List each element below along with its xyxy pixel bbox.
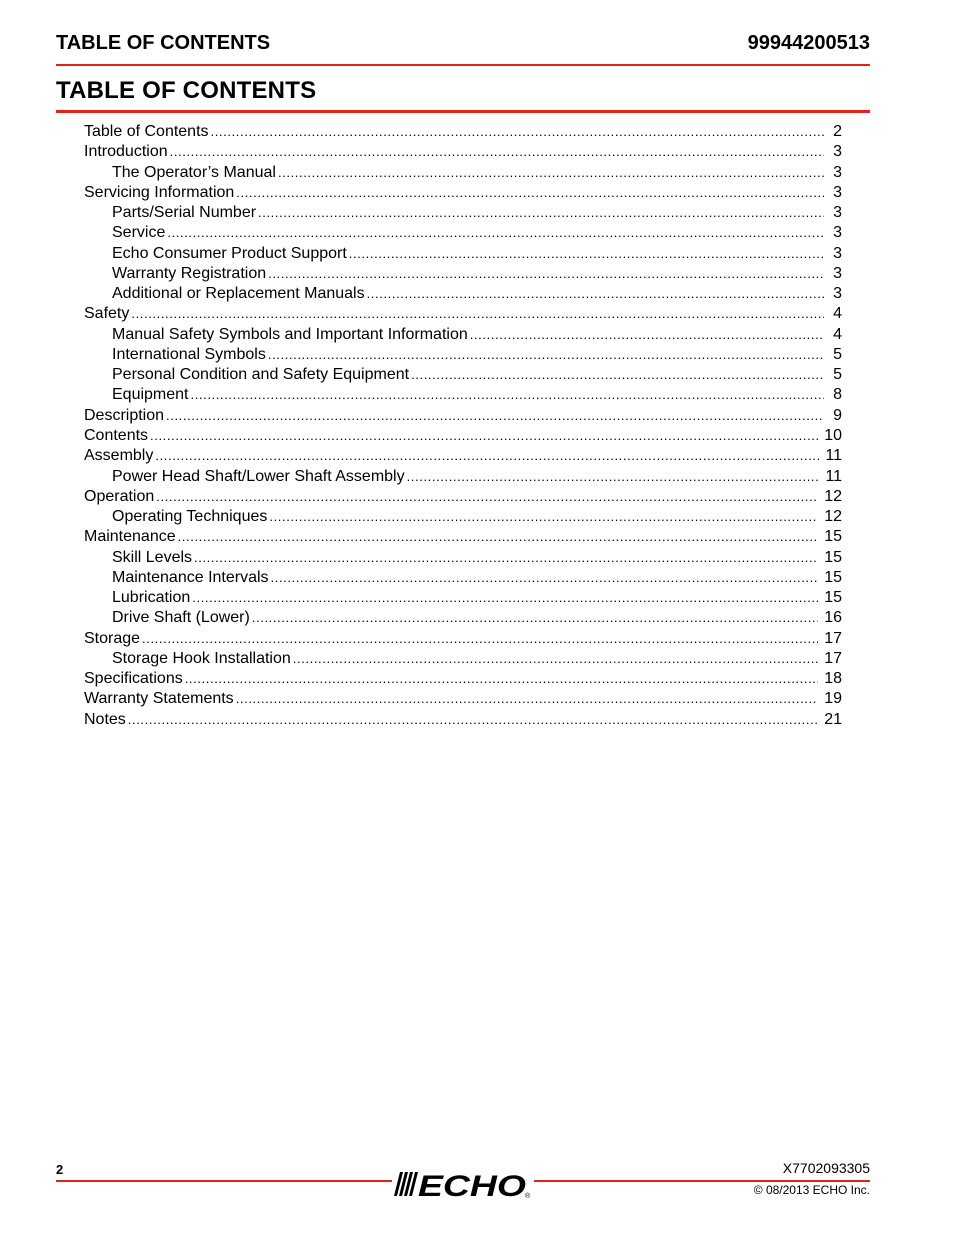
toc-dot-leader	[178, 527, 819, 547]
toc-dot-leader	[156, 487, 818, 507]
toc-dot-leader	[252, 608, 818, 628]
footer-page-number: 2	[56, 1162, 64, 1177]
toc-entry[interactable]	[84, 467, 842, 487]
toc-entry-label: Service	[112, 224, 166, 242]
toc-dot-leader	[293, 649, 818, 669]
toc-entry[interactable]	[84, 203, 842, 223]
toc-entry-label: Power Head Shaft/Lower Shaft Assembly	[112, 467, 405, 485]
toc-dot-leader	[185, 669, 818, 689]
toc-entry[interactable]	[84, 406, 842, 426]
toc-entry-page: 21	[824, 710, 842, 728]
toc-entry-page: 3	[833, 204, 842, 222]
toc-entry-page: 3	[833, 163, 842, 181]
toc-entry-label: Warranty Statements	[84, 690, 234, 708]
toc-entry-label: Lubrication	[112, 589, 191, 607]
toc-entry-page: 5	[833, 345, 842, 363]
toc-entry-label: Warranty Registration	[112, 264, 267, 282]
toc-entry-label: Echo Consumer Product Support	[112, 244, 347, 262]
toc-entry-page: 11	[825, 447, 842, 465]
toc-entry-label: Operation	[84, 487, 155, 505]
toc-entry-page: 2	[833, 123, 842, 140]
echo-logo-text: ECHO	[418, 1170, 526, 1200]
toc-dot-leader	[191, 385, 825, 405]
toc-entry[interactable]	[84, 284, 842, 304]
toc-entry-label: Maintenance	[84, 528, 176, 546]
toc-entry[interactable]	[84, 325, 842, 345]
toc-entry-label: Contents	[84, 426, 149, 444]
toc-dot-leader	[211, 122, 824, 142]
toc-dot-leader	[367, 284, 824, 304]
toc-entry-page: 3	[833, 285, 842, 303]
toc-entry-page: 10	[824, 426, 842, 444]
toc-entry-page: 3	[833, 264, 842, 282]
toc-entry-page: 15	[824, 548, 842, 566]
echo-logo-registered-mark: ®	[525, 1193, 531, 1200]
toc-entry[interactable]	[84, 142, 842, 162]
toc-entry-label: The Operator’s Manual	[112, 163, 276, 181]
toc-entry[interactable]	[84, 426, 842, 446]
toc-entry[interactable]	[84, 183, 842, 203]
toc-entry-label: Specifications	[84, 670, 183, 688]
toc-dot-leader	[470, 325, 824, 345]
toc-dot-leader	[150, 426, 818, 446]
toc-entry[interactable]	[84, 689, 842, 709]
toc-entry-label: Equipment	[112, 386, 189, 404]
footer-divider-right	[534, 1180, 870, 1182]
toc-entry-page: 3	[833, 183, 842, 201]
toc-entry-page: 3	[833, 224, 842, 242]
header-divider	[56, 64, 870, 66]
header-doc-number: 99944200513	[747, 32, 870, 54]
toc-dot-leader	[349, 244, 824, 264]
table-of-contents	[84, 122, 842, 730]
header-section-title: TABLE OF CONTENTS	[56, 32, 271, 54]
toc-dot-leader	[268, 264, 824, 284]
toc-dot-leader	[236, 689, 819, 709]
toc-entry[interactable]	[84, 304, 842, 324]
toc-dot-leader	[258, 203, 824, 223]
toc-entry-page: 17	[824, 649, 842, 667]
page-title: TABLE OF CONTENTS	[56, 77, 317, 104]
toc-entry-page: 5	[833, 366, 842, 384]
toc-entry[interactable]	[84, 629, 842, 649]
toc-entry-label: Personal Condition and Safety Equipment	[112, 366, 410, 384]
toc-entry-page: 3	[833, 143, 842, 161]
toc-entry[interactable]	[84, 608, 842, 628]
toc-entry-label: Assembly	[84, 447, 154, 465]
toc-entry[interactable]	[84, 568, 842, 588]
page-header	[56, 32, 870, 58]
toc-entry-page: 19	[824, 690, 842, 708]
toc-entry-label: Skill Levels	[112, 548, 193, 566]
toc-entry[interactable]	[84, 710, 842, 730]
toc-entry-page: 12	[824, 487, 842, 505]
toc-entry-label: Storage Hook Installation	[112, 649, 291, 667]
toc-entry-page: 12	[824, 508, 842, 526]
toc-dot-leader	[167, 223, 824, 243]
toc-entry-page: 8	[833, 386, 842, 404]
toc-entry-label: Manual Safety Symbols and Important Information	[112, 325, 468, 343]
toc-entry[interactable]	[84, 122, 842, 142]
toc-entry[interactable]	[84, 345, 842, 365]
toc-entry-label: Table of Contents	[84, 123, 209, 140]
toc-entry-page: 11	[825, 467, 842, 485]
toc-dot-leader	[194, 548, 818, 568]
toc-entry-label: Parts/Serial Number	[112, 204, 257, 222]
toc-entry-page: 17	[824, 629, 842, 647]
footer-divider-left	[56, 1180, 392, 1182]
toc-entry-label: Maintenance Intervals	[112, 568, 269, 586]
toc-dot-leader	[271, 568, 819, 588]
toc-entry-page: 15	[824, 528, 842, 546]
toc-entry-page: 15	[824, 589, 842, 607]
toc-entry-label: Description	[84, 406, 165, 424]
echo-logo	[394, 1166, 534, 1200]
toc-dot-leader	[170, 142, 824, 162]
toc-entry-page: 15	[824, 568, 842, 586]
toc-dot-leader	[155, 446, 819, 466]
toc-entry[interactable]	[84, 588, 842, 608]
toc-entry[interactable]	[84, 649, 842, 669]
toc-entry[interactable]	[84, 507, 842, 527]
toc-entry-label: Additional or Replacement Manuals	[112, 285, 365, 303]
toc-entry-page: 16	[824, 609, 842, 627]
toc-dot-leader	[128, 710, 818, 730]
toc-entry[interactable]	[84, 163, 842, 183]
toc-entry[interactable]	[84, 365, 842, 385]
toc-dot-leader	[278, 163, 824, 183]
toc-dot-leader	[236, 183, 824, 203]
toc-dot-leader	[411, 365, 824, 385]
toc-entry[interactable]	[84, 385, 842, 405]
toc-dot-leader	[166, 406, 824, 426]
title-divider	[56, 110, 870, 113]
toc-dot-leader	[131, 304, 824, 324]
toc-entry[interactable]	[84, 446, 842, 466]
toc-entry-label: Notes	[84, 710, 126, 728]
toc-entry-label: Safety	[84, 305, 130, 323]
toc-entry[interactable]	[84, 264, 842, 284]
toc-dot-leader	[142, 629, 818, 649]
toc-entry-page: 3	[833, 244, 842, 262]
footer-part-code: X7702093305	[782, 1160, 870, 1176]
toc-entry[interactable]	[84, 487, 842, 507]
toc-entry-label: Storage	[84, 629, 141, 647]
toc-entry[interactable]	[84, 669, 842, 689]
toc-entry[interactable]	[84, 244, 842, 264]
toc-entry-label: Drive Shaft (Lower)	[112, 609, 250, 627]
toc-entry-label: International Symbols	[112, 345, 266, 363]
toc-entry-page: 18	[824, 670, 842, 688]
toc-dot-leader	[269, 507, 818, 527]
toc-entry-label: Introduction	[84, 143, 168, 161]
toc-entry-label: Servicing Information	[84, 183, 235, 201]
toc-dot-leader	[192, 588, 818, 608]
toc-entry-page: 9	[833, 406, 842, 424]
toc-entry[interactable]	[84, 527, 842, 547]
toc-entry-page: 4	[833, 305, 842, 323]
toc-dot-leader	[268, 345, 824, 365]
footer-copyright: © 08/2013 ECHO Inc.	[753, 1183, 870, 1197]
toc-entry[interactable]	[84, 548, 842, 568]
toc-dot-leader	[407, 467, 820, 487]
toc-entry[interactable]	[84, 223, 842, 243]
toc-entry-page: 4	[833, 325, 842, 343]
toc-entry-label: Operating Techniques	[112, 508, 268, 526]
